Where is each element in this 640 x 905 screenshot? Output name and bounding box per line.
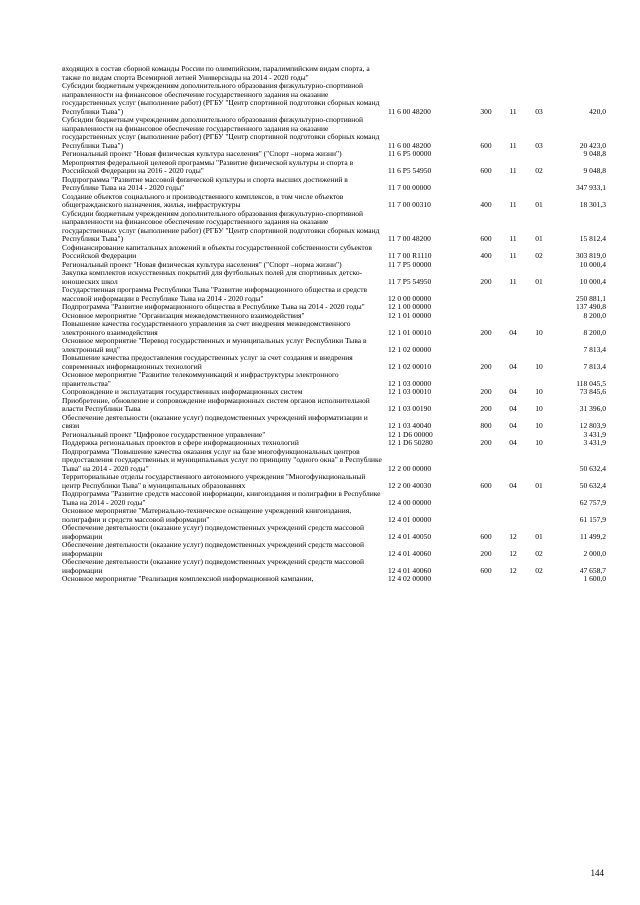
table-row bbox=[62, 244, 607, 261]
row-name: Региональный проект "Новая физическая культура населения" ("Спорт –норма жизни") bbox=[62, 259, 342, 269]
table-row bbox=[62, 448, 607, 474]
row-amount: 9 048,8 bbox=[583, 166, 606, 175]
row-code: 12 4 02 00000 bbox=[388, 574, 432, 583]
row-amount: 3 431,9 bbox=[583, 438, 606, 447]
row-expense-type: 600 bbox=[480, 234, 492, 243]
row-expense-type: 200 bbox=[480, 404, 492, 413]
row-name: Основное мероприятие "Организация межведомственного взаимодействия" bbox=[62, 310, 305, 320]
row-name: Обеспечение деятельности (оказание услуг) подведомственных учреждений информатизации и связи bbox=[62, 412, 368, 430]
row-section: 04 bbox=[509, 480, 517, 490]
row-amount: 47 658,7 bbox=[579, 565, 606, 575]
row-name: Субсидии бюджетным учреждениям дополнительного образования физкультурно-спортивной направленности на финансовое обеспечение государственного задания на оказание государственных услуг (выполнение работ) (РГБУ "Центр спортивной подготовки сборных команд Республики Тыва") bbox=[62, 115, 380, 150]
row-amount: 7 813,4 bbox=[583, 361, 606, 371]
row-expense-type: 200 bbox=[480, 327, 492, 337]
row-amount: 3 431,9 bbox=[583, 429, 606, 439]
row-subsection: 10 bbox=[535, 404, 543, 413]
row-expense-type: 600 bbox=[480, 140, 492, 150]
row-amount: 50 632,4 bbox=[579, 480, 606, 490]
row-amount: 303 819,0 bbox=[576, 251, 606, 260]
row-code: 12 4 00 00000 bbox=[388, 497, 432, 507]
row-code: 11 6 00 48200 bbox=[388, 140, 431, 150]
row-name: Обеспечение деятельности (оказание услуг) подведомственных учреждений средств массовой информации bbox=[62, 540, 364, 558]
row-subsection: 03 bbox=[535, 140, 543, 150]
row-section: 11 bbox=[509, 140, 517, 150]
row-amount: 62 757,9 bbox=[579, 497, 606, 507]
row-subsection: 10 bbox=[535, 361, 543, 371]
table-row bbox=[62, 193, 607, 210]
row-subsection: 02 bbox=[535, 251, 543, 260]
table-row bbox=[62, 286, 607, 303]
row-code: 11 7 00 R1110 bbox=[388, 251, 432, 260]
row-section: 04 bbox=[509, 361, 517, 371]
row-expense-type: 200 bbox=[480, 548, 492, 558]
row-amount: 61 157,9 bbox=[579, 514, 606, 524]
row-section: 12 bbox=[509, 565, 517, 575]
row-amount: 20 423,0 bbox=[579, 140, 606, 150]
row-amount: 12 803,9 bbox=[579, 421, 606, 430]
row-code: 11 7 P5 00000 bbox=[388, 259, 432, 269]
row-code: 11 6 P5 00000 bbox=[388, 149, 432, 158]
table-row bbox=[62, 337, 607, 354]
row-code: 11 6 00 48200 bbox=[388, 106, 431, 116]
row-name: Приобретение, обновление и сопровождение информационных систем органов исполнительной власти Республики Тыва bbox=[62, 395, 370, 413]
row-code: 12 1 03 00190 bbox=[388, 404, 432, 413]
table-row bbox=[62, 210, 607, 244]
row-name: Основное мероприятие "Развитие телекоммуникаций и инфраструктуры электронного правительства" bbox=[62, 370, 339, 388]
row-name: Мероприятия федеральной целевой программы "Развитие физической культуры и спорта в Российской Федерации на 2016 - 2020 годы" bbox=[62, 157, 354, 175]
table-row bbox=[62, 397, 607, 414]
row-code: 12 1 02 00010 bbox=[388, 361, 432, 371]
table-row bbox=[62, 575, 607, 584]
table-row bbox=[62, 354, 607, 371]
table-row bbox=[62, 82, 607, 116]
row-amount: 11 499,2 bbox=[580, 531, 606, 541]
row-section: 04 bbox=[509, 327, 517, 337]
row-section: 12 bbox=[509, 548, 517, 558]
row-expense-type: 400 bbox=[480, 251, 492, 260]
row-name: Региональный проект "Цифровое государственное управление" bbox=[62, 429, 266, 439]
row-code: 11 6 P5 54950 bbox=[388, 166, 432, 175]
table-row bbox=[62, 371, 607, 388]
row-amount: 18 301,3 bbox=[579, 200, 606, 209]
row-amount: 8 200,0 bbox=[583, 327, 606, 337]
row-subsection: 10 bbox=[535, 387, 543, 396]
row-name: Обеспечение деятельности (оказание услуг) подведомственных учреждений средств массовой информации bbox=[62, 523, 364, 541]
row-amount: 50 632,4 bbox=[579, 463, 606, 473]
row-subsection: 10 bbox=[535, 438, 543, 447]
row-subsection: 01 bbox=[535, 234, 543, 243]
row-code: 12 4 01 40060 bbox=[388, 548, 432, 558]
row-amount: 9 048,8 bbox=[583, 149, 606, 158]
row-name: Сопровождение и эксплуатация государственных информационных систем bbox=[62, 387, 303, 396]
table-row bbox=[62, 541, 607, 558]
row-amount: 347 933,1 bbox=[576, 183, 606, 192]
row-expense-type: 600 bbox=[480, 480, 492, 490]
row-expense-type: 600 bbox=[480, 166, 492, 175]
row-amount: 7 813,4 bbox=[583, 344, 606, 354]
row-code: 12 2 00 00000 bbox=[388, 463, 432, 473]
row-name: Повышение качества предоставления государственных услуг за счет создания и внедрения современных информационных технологий bbox=[62, 353, 353, 371]
row-name: входящих в состав сборной команды России по олимпийским, паралимпийским видам спорта, а также по видам спорта Всемирной летней Универсиады на 2014 - 2020 годы" bbox=[62, 64, 370, 82]
row-code: 12 1 D6 50280 bbox=[388, 438, 433, 447]
row-code: 12 4 01 40050 bbox=[388, 531, 432, 541]
row-code: 12 4 01 40060 bbox=[388, 565, 432, 575]
row-name: Основное мероприятие "Материально-техническое оснащение учреждений книгоиздания, полиграфии и средств массовой информации" bbox=[62, 506, 352, 524]
row-name: Создание объектов социального и производственного комплексов, в том числе объектов общегражданского назначения, жилья, инфраструктуры bbox=[62, 191, 344, 209]
row-code: 12 0 00 00000 bbox=[388, 293, 432, 303]
row-name: Территориальные отделы государственного автономного учреждения "Многофункциональный центр Республики Тыва" в муниципальных образованиях bbox=[62, 472, 366, 490]
row-amount: 420,0 bbox=[589, 106, 606, 116]
table-row bbox=[62, 473, 607, 490]
row-name: Основное мероприятие "Реализация комплексной информационной кампании, bbox=[62, 574, 314, 583]
row-code: 12 1 D6 00000 bbox=[388, 429, 433, 439]
row-code: 12 1 01 00000 bbox=[388, 310, 432, 320]
row-section: 12 bbox=[509, 531, 517, 541]
row-subsection: 01 bbox=[535, 200, 543, 209]
table-row bbox=[62, 414, 607, 431]
row-subsection: 02 bbox=[535, 548, 543, 558]
row-code: 11 7 00 00310 bbox=[388, 200, 431, 209]
row-code: 12 1 03 00010 bbox=[388, 387, 432, 396]
row-amount: 8 200,0 bbox=[583, 310, 606, 320]
row-code: 11 7 00 00000 bbox=[388, 183, 431, 192]
row-name: Субсидии бюджетным учреждениям дополнительного образования физкультурно-спортивной направленности на финансовое обеспечение государственного задания на оказание государственных услуг (выполнение работ) (РГБУ "Центр спортивной подготовки сборных команд Республики Тыва") bbox=[62, 208, 380, 243]
row-expense-type: 200 bbox=[480, 387, 492, 396]
row-section: 11 bbox=[509, 106, 517, 116]
row-section: 04 bbox=[509, 387, 517, 396]
row-expense-type: 200 bbox=[480, 438, 492, 447]
row-name: Подпрограмма "Развитие информационного общества в Республике Тыва на 2014 - 2020 годы" bbox=[62, 302, 365, 311]
table-row bbox=[62, 269, 607, 286]
row-subsection: 01 bbox=[535, 276, 543, 286]
row-code: 11 7 00 48200 bbox=[388, 234, 431, 243]
row-name: Повышение качества государственного управления за счет внедрения межведомственного электронного взаимодействия bbox=[62, 319, 351, 337]
row-amount: 250 881,1 bbox=[576, 293, 606, 303]
row-amount: 10 000,4 bbox=[579, 259, 606, 269]
row-expense-type: 600 bbox=[480, 565, 492, 575]
row-name: Основное мероприятие "Перевод государственных и муниципальных услуг Республики Тыва в электронный вид" bbox=[62, 336, 367, 354]
row-code: 11 7 P5 54950 bbox=[388, 276, 432, 286]
row-section: 11 bbox=[509, 166, 517, 175]
table-row bbox=[62, 507, 607, 524]
row-name: Подпрограмма "Развитие средств массовой информации, книгоиздания и полиграфии в Республике Тыва на 2014 - 2020 годы" bbox=[62, 489, 381, 507]
row-amount: 31 396,0 bbox=[579, 404, 606, 413]
table-row bbox=[62, 176, 607, 193]
table-row bbox=[62, 490, 607, 507]
row-amount: 1 600,0 bbox=[583, 574, 606, 583]
table-row bbox=[62, 558, 607, 575]
row-subsection: 10 bbox=[535, 421, 543, 430]
row-name: Субсидии бюджетным учреждениям дополнительного образования физкультурно-спортивной направленности на финансовое обеспечение государственного задания на оказание государственных услуг (выполнение работ) (РГБУ "Центр спортивной подготовки сборных команд Республики Тыва") bbox=[62, 81, 380, 116]
table-row bbox=[62, 65, 607, 82]
row-subsection: 01 bbox=[535, 480, 543, 490]
row-section: 11 bbox=[509, 251, 517, 260]
row-code: 12 1 01 00010 bbox=[388, 327, 432, 337]
budget-table bbox=[62, 65, 607, 584]
row-subsection: 01 bbox=[535, 531, 543, 541]
row-name: Поддержка региональных проектов в сфере информационных технологий bbox=[62, 438, 299, 447]
row-expense-type: 400 bbox=[480, 200, 492, 209]
row-code: 12 1 00 00000 bbox=[388, 302, 432, 311]
row-section: 11 bbox=[509, 276, 517, 286]
row-name: Подпрограмма "Развитие массовой физической культуры и спорта высших достижений в Республике Тыва на 2014 - 2020 годы" bbox=[62, 174, 348, 192]
row-name: Закупка комплектов искусственных покрытий для футбольных полей для спортивных детско-юношеских школ bbox=[62, 268, 363, 286]
row-subsection: 10 bbox=[535, 327, 543, 337]
row-section: 11 bbox=[509, 200, 517, 209]
row-amount: 73 845,6 bbox=[579, 387, 606, 396]
row-code: 12 4 01 00000 bbox=[388, 514, 432, 524]
row-code: 12 1 02 00000 bbox=[388, 344, 432, 354]
row-expense-type: 200 bbox=[480, 276, 492, 286]
row-subsection: 02 bbox=[535, 565, 543, 575]
row-name: Подпрограмма "Повышение качества оказания услуг на базе многофункциональных центров предоставления государственных и муниципальных услуг по принципу "одного окна" в Республике Тыва" на 2014 - 2020 годы" bbox=[62, 446, 382, 473]
row-expense-type: 300 bbox=[480, 106, 492, 116]
row-expense-type: 800 bbox=[480, 421, 492, 430]
page-number: 144 bbox=[590, 868, 604, 878]
row-amount: 118 045,5 bbox=[576, 378, 606, 388]
row-amount: 10 000,4 bbox=[579, 276, 606, 286]
row-section: 04 bbox=[509, 404, 517, 413]
row-section: 04 bbox=[509, 438, 517, 447]
row-code: 12 2 00 40030 bbox=[388, 480, 432, 490]
row-amount: 2 000,0 bbox=[583, 548, 606, 558]
row-expense-type: 600 bbox=[480, 531, 492, 541]
row-name: Региональный проект "Новая физическая культура населения" ("Спорт –норма жизни") bbox=[62, 149, 342, 158]
table-row bbox=[62, 116, 607, 150]
row-section: 11 bbox=[509, 234, 517, 243]
row-subsection: 03 bbox=[535, 106, 543, 116]
row-amount: 15 812,4 bbox=[579, 234, 606, 243]
row-name: Софинансирование капитальных вложений в объекты государственной собственности субъектов Российской Федерации bbox=[62, 242, 372, 260]
table-row bbox=[62, 320, 607, 337]
row-subsection: 02 bbox=[535, 166, 543, 175]
row-code: 12 1 03 00000 bbox=[388, 378, 432, 388]
row-name: Государственная программа Республики Тыва "Развитие информационного общества и средств массовой информации в Республике Тыва на 2014 - 2020 годы" bbox=[62, 285, 368, 303]
table-row bbox=[62, 524, 607, 541]
row-amount: 137 490,8 bbox=[576, 302, 606, 311]
row-expense-type: 200 bbox=[480, 361, 492, 371]
row-section: 04 bbox=[509, 421, 517, 430]
table-row bbox=[62, 159, 607, 176]
row-name: Обеспечение деятельности (оказание услуг) подведомственных учреждений средств массовой информации bbox=[62, 557, 364, 575]
row-code: 12 1 03 40040 bbox=[388, 421, 432, 430]
